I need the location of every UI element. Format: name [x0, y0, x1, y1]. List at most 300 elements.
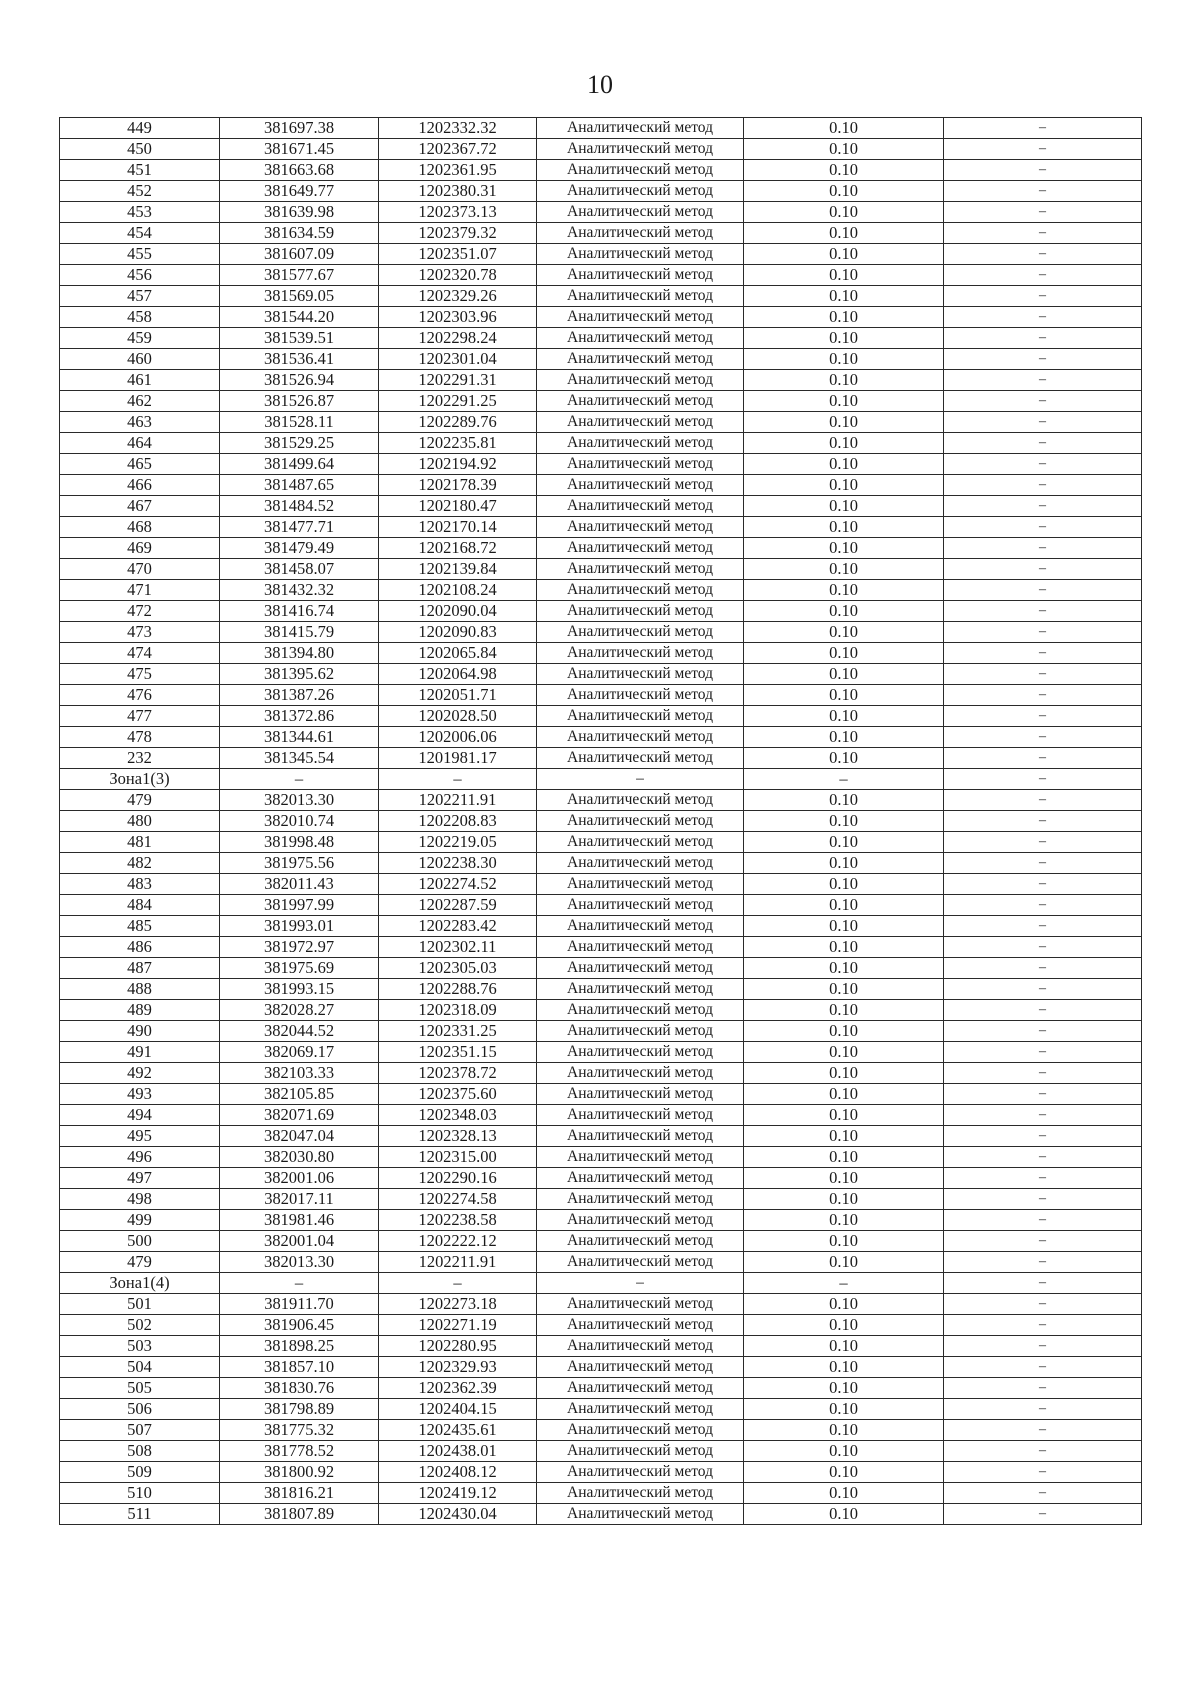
description-cell: – [944, 1063, 1142, 1084]
method-cell: Аналитический метод [537, 895, 744, 916]
method-cell: Аналитический метод [537, 979, 744, 1000]
description-cell: – [944, 328, 1142, 349]
x-coordinate-cell: 381649.77 [220, 181, 379, 202]
accuracy-cell: 0.10 [744, 1399, 944, 1420]
x-coordinate-cell: 382017.11 [220, 1189, 379, 1210]
table-row [60, 811, 1142, 832]
description-cell: – [944, 832, 1142, 853]
coordinates-table [59, 117, 1142, 1525]
description-cell: – [944, 727, 1142, 748]
method-cell: Аналитический метод [537, 1084, 744, 1105]
x-coordinate-cell: 381830.76 [220, 1378, 379, 1399]
description-cell: – [944, 643, 1142, 664]
accuracy-cell: 0.10 [744, 181, 944, 202]
point-number-cell: 473 [60, 622, 220, 643]
y-coordinate-cell: 1202065.84 [379, 643, 537, 664]
y-coordinate-cell: 1202435.61 [379, 1420, 537, 1441]
table-row [60, 286, 1142, 307]
description-cell: – [944, 391, 1142, 412]
table-row [60, 223, 1142, 244]
accuracy-cell: 0.10 [744, 1252, 944, 1273]
accuracy-cell: 0.10 [744, 496, 944, 517]
method-cell: Аналитический метод [537, 1252, 744, 1273]
accuracy-cell: 0.10 [744, 1000, 944, 1021]
method-cell: Аналитический метод [537, 1105, 744, 1126]
point-number-cell: 479 [60, 790, 220, 811]
method-cell: Аналитический метод [537, 349, 744, 370]
method-cell: Аналитический метод [537, 685, 744, 706]
x-coordinate-cell: 381499.64 [220, 454, 379, 475]
description-cell: – [944, 601, 1142, 622]
table-row [60, 265, 1142, 286]
x-coordinate-cell: 381416.74 [220, 601, 379, 622]
description-cell: – [944, 475, 1142, 496]
y-coordinate-cell: 1202419.12 [379, 1483, 537, 1504]
point-number-cell: 449 [60, 118, 220, 139]
y-coordinate-cell: 1202315.00 [379, 1147, 537, 1168]
point-number-cell: 465 [60, 454, 220, 475]
accuracy-cell: 0.10 [744, 454, 944, 475]
table-row [60, 1168, 1142, 1189]
x-coordinate-cell: 381911.70 [220, 1294, 379, 1315]
x-coordinate-cell: – [220, 1273, 379, 1294]
method-cell: Аналитический метод [537, 139, 744, 160]
y-coordinate-cell: 1202211.91 [379, 1252, 537, 1273]
method-cell: Аналитический метод [537, 328, 744, 349]
description-cell: – [944, 559, 1142, 580]
x-coordinate-cell: 381639.98 [220, 202, 379, 223]
table-row [60, 1504, 1142, 1525]
point-number-cell: 483 [60, 874, 220, 895]
table-row [60, 454, 1142, 475]
point-number-cell: 492 [60, 1063, 220, 1084]
y-coordinate-cell: 1202329.93 [379, 1357, 537, 1378]
accuracy-cell: 0.10 [744, 748, 944, 769]
description-cell: – [944, 1357, 1142, 1378]
x-coordinate-cell: 381372.86 [220, 706, 379, 727]
table-row [60, 433, 1142, 454]
description-cell: – [944, 1084, 1142, 1105]
point-number-cell: 466 [60, 475, 220, 496]
y-coordinate-cell: 1202332.32 [379, 118, 537, 139]
description-cell: – [944, 307, 1142, 328]
point-number-cell: 502 [60, 1315, 220, 1336]
x-coordinate-cell: 381800.92 [220, 1462, 379, 1483]
x-coordinate-cell: 381607.09 [220, 244, 379, 265]
accuracy-cell: 0.10 [744, 916, 944, 937]
description-cell: – [944, 244, 1142, 265]
y-coordinate-cell: 1202348.03 [379, 1105, 537, 1126]
x-coordinate-cell: 381634.59 [220, 223, 379, 244]
method-cell: Аналитический метод [537, 727, 744, 748]
point-number-cell: 455 [60, 244, 220, 265]
x-coordinate-cell: 382011.43 [220, 874, 379, 895]
point-number-cell: 471 [60, 580, 220, 601]
y-coordinate-cell: 1202351.15 [379, 1042, 537, 1063]
method-cell: Аналитический метод [537, 1441, 744, 1462]
description-cell: – [944, 1105, 1142, 1126]
accuracy-cell: 0.10 [744, 790, 944, 811]
method-cell: Аналитический метод [537, 1483, 744, 1504]
accuracy-cell: 0.10 [744, 937, 944, 958]
description-cell: – [944, 1231, 1142, 1252]
x-coordinate-cell: 381529.25 [220, 433, 379, 454]
accuracy-cell: 0.10 [744, 1378, 944, 1399]
accuracy-cell: 0.10 [744, 664, 944, 685]
accuracy-cell: 0.10 [744, 832, 944, 853]
point-number-cell: 463 [60, 412, 220, 433]
point-number-cell: 453 [60, 202, 220, 223]
method-cell: Аналитический метод [537, 559, 744, 580]
y-coordinate-cell: 1202438.01 [379, 1441, 537, 1462]
accuracy-cell: 0.10 [744, 223, 944, 244]
y-coordinate-cell: 1202331.25 [379, 1021, 537, 1042]
point-number-cell: 459 [60, 328, 220, 349]
description-cell: – [944, 1420, 1142, 1441]
method-cell: Аналитический метод [537, 580, 744, 601]
y-coordinate-cell: 1202291.31 [379, 370, 537, 391]
x-coordinate-cell: 381484.52 [220, 496, 379, 517]
method-cell: Аналитический метод [537, 118, 744, 139]
y-coordinate-cell: 1202291.25 [379, 391, 537, 412]
x-coordinate-cell: 381569.05 [220, 286, 379, 307]
point-number-cell: 493 [60, 1084, 220, 1105]
x-coordinate-cell: 381458.07 [220, 559, 379, 580]
description-cell: – [944, 118, 1142, 139]
y-coordinate-cell: 1202238.30 [379, 853, 537, 874]
method-cell: Аналитический метод [537, 1210, 744, 1231]
point-number-cell: 450 [60, 139, 220, 160]
point-number-cell: 467 [60, 496, 220, 517]
method-cell: Аналитический метод [537, 811, 744, 832]
method-cell: Аналитический метод [537, 853, 744, 874]
accuracy-cell: 0.10 [744, 1105, 944, 1126]
point-number-cell: 499 [60, 1210, 220, 1231]
point-number-cell: 511 [60, 1504, 220, 1525]
x-coordinate-cell: 381981.46 [220, 1210, 379, 1231]
x-coordinate-cell: 382103.33 [220, 1063, 379, 1084]
x-coordinate-cell: 381993.01 [220, 916, 379, 937]
y-coordinate-cell: 1202180.47 [379, 496, 537, 517]
x-coordinate-cell: 381898.25 [220, 1336, 379, 1357]
accuracy-cell: – [744, 769, 944, 790]
point-number-cell: 458 [60, 307, 220, 328]
point-number-cell: 469 [60, 538, 220, 559]
y-coordinate-cell: 1202380.31 [379, 181, 537, 202]
coordinates-table-body [60, 118, 1142, 1525]
table-row [60, 874, 1142, 895]
x-coordinate-cell: 381975.56 [220, 853, 379, 874]
x-coordinate-cell: 381671.45 [220, 139, 379, 160]
point-number-cell: 456 [60, 265, 220, 286]
y-coordinate-cell: 1202367.72 [379, 139, 537, 160]
y-coordinate-cell: 1202362.39 [379, 1378, 537, 1399]
accuracy-cell: 0.10 [744, 811, 944, 832]
point-number-cell: 504 [60, 1357, 220, 1378]
x-coordinate-cell: 381663.68 [220, 160, 379, 181]
x-coordinate-cell: 381798.89 [220, 1399, 379, 1420]
description-cell: – [944, 1168, 1142, 1189]
table-row [60, 1042, 1142, 1063]
accuracy-cell: 0.10 [744, 118, 944, 139]
y-coordinate-cell: 1202238.58 [379, 1210, 537, 1231]
y-coordinate-cell: 1202302.11 [379, 937, 537, 958]
point-number-cell: 468 [60, 517, 220, 538]
y-coordinate-cell: 1202408.12 [379, 1462, 537, 1483]
point-number-cell: 478 [60, 727, 220, 748]
table-row [60, 727, 1142, 748]
method-cell: Аналитический метод [537, 475, 744, 496]
table-row [60, 496, 1142, 517]
accuracy-cell: 0.10 [744, 1336, 944, 1357]
table-row [60, 160, 1142, 181]
method-cell: Аналитический метод [537, 244, 744, 265]
accuracy-cell: 0.10 [744, 139, 944, 160]
point-number-cell: 232 [60, 748, 220, 769]
y-coordinate-cell: 1202301.04 [379, 349, 537, 370]
point-number-cell: 454 [60, 223, 220, 244]
method-cell: Аналитический метод [537, 958, 744, 979]
y-coordinate-cell: 1202305.03 [379, 958, 537, 979]
method-cell: Аналитический метод [537, 1126, 744, 1147]
accuracy-cell: 0.10 [744, 1084, 944, 1105]
description-cell: – [944, 139, 1142, 160]
accuracy-cell: 0.10 [744, 349, 944, 370]
y-coordinate-cell: 1202274.58 [379, 1189, 537, 1210]
point-number-cell: 503 [60, 1336, 220, 1357]
point-number-cell: 481 [60, 832, 220, 853]
table-row [60, 916, 1142, 937]
table-row [60, 202, 1142, 223]
method-cell: – [537, 769, 744, 790]
table-row [60, 769, 1142, 790]
accuracy-cell: 0.10 [744, 244, 944, 265]
table-row [60, 958, 1142, 979]
method-cell: Аналитический метод [537, 1420, 744, 1441]
x-coordinate-cell: 381394.80 [220, 643, 379, 664]
point-number-cell: 496 [60, 1147, 220, 1168]
table-row [60, 979, 1142, 1000]
x-coordinate-cell: 381697.38 [220, 118, 379, 139]
table-row [60, 1420, 1142, 1441]
accuracy-cell: 0.10 [744, 1420, 944, 1441]
point-number-cell: 500 [60, 1231, 220, 1252]
table-row [60, 1063, 1142, 1084]
table-row [60, 937, 1142, 958]
y-coordinate-cell: 1202289.76 [379, 412, 537, 433]
x-coordinate-cell: 381536.41 [220, 349, 379, 370]
description-cell: – [944, 517, 1142, 538]
description-cell: – [944, 1273, 1142, 1294]
y-coordinate-cell: 1202290.16 [379, 1168, 537, 1189]
y-coordinate-cell: 1202064.98 [379, 664, 537, 685]
table-row [60, 1252, 1142, 1273]
description-cell: – [944, 1483, 1142, 1504]
accuracy-cell: 0.10 [744, 559, 944, 580]
table-row [60, 853, 1142, 874]
y-coordinate-cell: 1202288.76 [379, 979, 537, 1000]
table-row [60, 1210, 1142, 1231]
description-cell: – [944, 580, 1142, 601]
y-coordinate-cell: 1202280.95 [379, 1336, 537, 1357]
table-row [60, 1399, 1142, 1420]
point-number-cell: 494 [60, 1105, 220, 1126]
method-cell: Аналитический метод [537, 391, 744, 412]
y-coordinate-cell: 1202108.24 [379, 580, 537, 601]
method-cell: Аналитический метод [537, 1315, 744, 1336]
method-cell: Аналитический метод [537, 1294, 744, 1315]
table-row [60, 1147, 1142, 1168]
point-number-cell: 451 [60, 160, 220, 181]
description-cell: – [944, 937, 1142, 958]
description-cell: – [944, 1189, 1142, 1210]
method-cell: Аналитический метод [537, 664, 744, 685]
table-row [60, 559, 1142, 580]
accuracy-cell: 0.10 [744, 958, 944, 979]
accuracy-cell: 0.10 [744, 643, 944, 664]
accuracy-cell: 0.10 [744, 475, 944, 496]
x-coordinate-cell: 381857.10 [220, 1357, 379, 1378]
method-cell: Аналитический метод [537, 1231, 744, 1252]
accuracy-cell: 0.10 [744, 895, 944, 916]
point-number-cell: 487 [60, 958, 220, 979]
method-cell: Аналитический метод [537, 1063, 744, 1084]
x-coordinate-cell: 381807.89 [220, 1504, 379, 1525]
description-cell: – [944, 412, 1142, 433]
table-row [60, 1084, 1142, 1105]
x-coordinate-cell: 382001.04 [220, 1231, 379, 1252]
y-coordinate-cell: 1202430.04 [379, 1504, 537, 1525]
x-coordinate-cell: 381415.79 [220, 622, 379, 643]
accuracy-cell: 0.10 [744, 1441, 944, 1462]
description-cell: – [944, 706, 1142, 727]
y-coordinate-cell: 1202194.92 [379, 454, 537, 475]
table-row [60, 391, 1142, 412]
y-coordinate-cell: 1202090.83 [379, 622, 537, 643]
accuracy-cell: 0.10 [744, 307, 944, 328]
x-coordinate-cell: 381972.97 [220, 937, 379, 958]
table-row [60, 685, 1142, 706]
description-cell: – [944, 1000, 1142, 1021]
method-cell: Аналитический метод [537, 1042, 744, 1063]
point-number-cell: 477 [60, 706, 220, 727]
y-coordinate-cell: 1202283.42 [379, 916, 537, 937]
table-row [60, 895, 1142, 916]
description-cell: – [944, 1126, 1142, 1147]
accuracy-cell: 0.10 [744, 1462, 944, 1483]
description-cell: – [944, 1462, 1142, 1483]
y-coordinate-cell: 1202351.07 [379, 244, 537, 265]
accuracy-cell: 0.10 [744, 1126, 944, 1147]
y-coordinate-cell: 1202320.78 [379, 265, 537, 286]
point-number-cell: 479 [60, 1252, 220, 1273]
table-row [60, 181, 1142, 202]
accuracy-cell: 0.10 [744, 1231, 944, 1252]
accuracy-cell: 0.10 [744, 1210, 944, 1231]
table-row [60, 790, 1142, 811]
x-coordinate-cell: 382069.17 [220, 1042, 379, 1063]
accuracy-cell: 0.10 [744, 1483, 944, 1504]
description-cell: – [944, 538, 1142, 559]
y-coordinate-cell: 1202006.06 [379, 727, 537, 748]
table-row [60, 1189, 1142, 1210]
accuracy-cell: 0.10 [744, 622, 944, 643]
accuracy-cell: 0.10 [744, 1168, 944, 1189]
description-cell: – [944, 790, 1142, 811]
table-row [60, 706, 1142, 727]
description-cell: – [944, 1378, 1142, 1399]
accuracy-cell: 0.10 [744, 1147, 944, 1168]
point-number-cell: 480 [60, 811, 220, 832]
x-coordinate-cell: 381993.15 [220, 979, 379, 1000]
x-coordinate-cell: 382105.85 [220, 1084, 379, 1105]
accuracy-cell: 0.10 [744, 580, 944, 601]
accuracy-cell: 0.10 [744, 1315, 944, 1336]
method-cell: Аналитический метод [537, 307, 744, 328]
description-cell: – [944, 664, 1142, 685]
accuracy-cell: 0.10 [744, 328, 944, 349]
accuracy-cell: 0.10 [744, 370, 944, 391]
x-coordinate-cell: 382013.30 [220, 790, 379, 811]
point-number-cell: 498 [60, 1189, 220, 1210]
table-row [60, 580, 1142, 601]
description-cell: – [944, 1042, 1142, 1063]
accuracy-cell: 0.10 [744, 1063, 944, 1084]
x-coordinate-cell: 381479.49 [220, 538, 379, 559]
point-number-cell: 476 [60, 685, 220, 706]
description-cell: – [944, 223, 1142, 244]
table-row [60, 1126, 1142, 1147]
method-cell: Аналитический метод [537, 496, 744, 517]
method-cell: Аналитический метод [537, 538, 744, 559]
point-number-cell: 452 [60, 181, 220, 202]
y-coordinate-cell: 1202273.18 [379, 1294, 537, 1315]
accuracy-cell: 0.10 [744, 1357, 944, 1378]
point-number-cell: 510 [60, 1483, 220, 1504]
description-cell: – [944, 916, 1142, 937]
x-coordinate-cell: 381975.69 [220, 958, 379, 979]
description-cell: – [944, 685, 1142, 706]
accuracy-cell: 0.10 [744, 202, 944, 223]
y-coordinate-cell: 1202219.05 [379, 832, 537, 853]
accuracy-cell: 0.10 [744, 265, 944, 286]
description-cell: – [944, 202, 1142, 223]
table-row [60, 1462, 1142, 1483]
accuracy-cell: 0.10 [744, 1042, 944, 1063]
method-cell: Аналитический метод [537, 622, 744, 643]
y-coordinate-cell: 1202090.04 [379, 601, 537, 622]
point-number-cell: 491 [60, 1042, 220, 1063]
method-cell: Аналитический метод [537, 937, 744, 958]
method-cell: Аналитический метод [537, 286, 744, 307]
y-coordinate-cell: 1202378.72 [379, 1063, 537, 1084]
table-row [60, 664, 1142, 685]
point-number-cell: 460 [60, 349, 220, 370]
y-coordinate-cell: 1202379.32 [379, 223, 537, 244]
description-cell: – [944, 1147, 1142, 1168]
accuracy-cell: 0.10 [744, 727, 944, 748]
y-coordinate-cell: 1202274.52 [379, 874, 537, 895]
table-row [60, 622, 1142, 643]
method-cell: Аналитический метод [537, 748, 744, 769]
x-coordinate-cell: 382010.74 [220, 811, 379, 832]
x-coordinate-cell: 381387.26 [220, 685, 379, 706]
method-cell: Аналитический метод [537, 1357, 744, 1378]
table-row [60, 244, 1142, 265]
description-cell: – [944, 1441, 1142, 1462]
table-row [60, 307, 1142, 328]
table-row [60, 748, 1142, 769]
